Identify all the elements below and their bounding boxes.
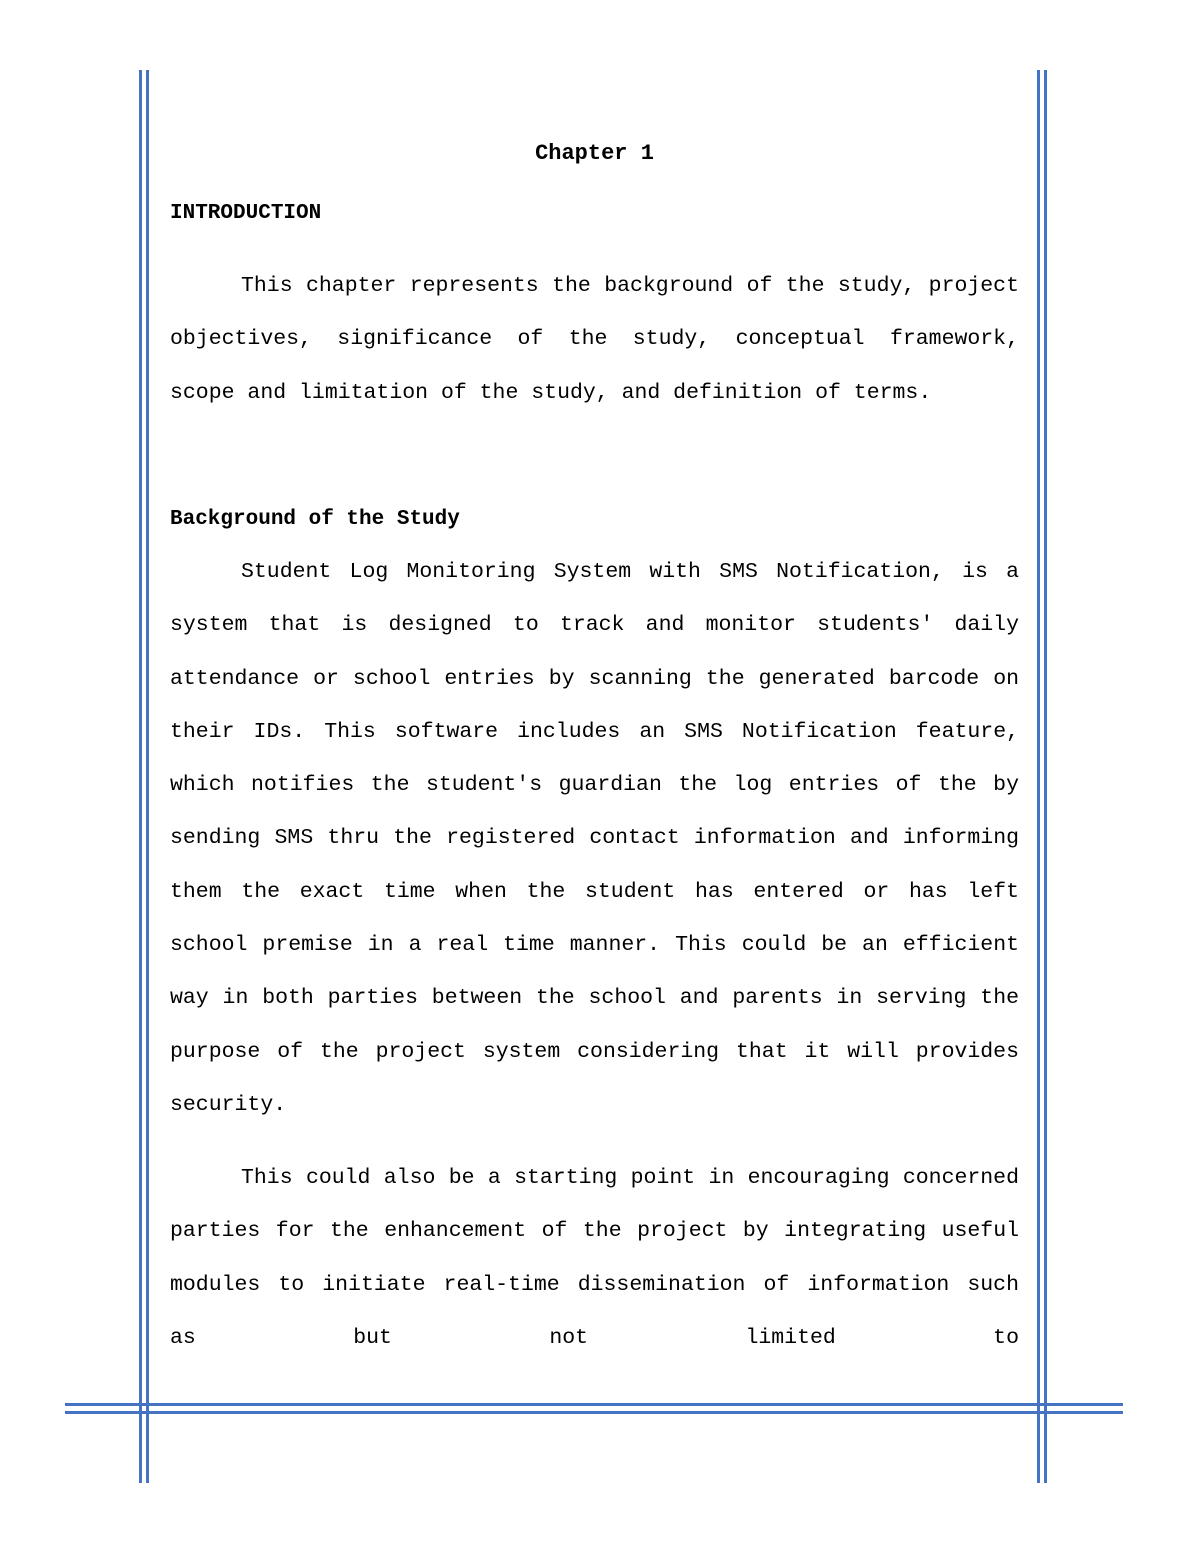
section-heading-background: Background of the Study	[170, 508, 460, 531]
intro-paragraph: This chapter represents the background of the study, project objectives, significance of the study, conceptual framework, scope and limitation of the study, and definition of terms.	[170, 274, 1019, 405]
page-border-left-inner	[146, 70, 149, 1483]
background-paragraph-1: Student Log Monitoring System with SMS Notification, is a system that is designed to track and monitor students' daily attendance or school entries by scanning the generated barcode on their IDs. This software includes an SMS Notification feature, which notifies the student's guardian the log entries of the by sending SMS thru the registered contact information and informing them the exact time when the student has entered or has left school premise in a real time manner. This could be an efficient way in both parties between the school and parents in serving the purpose of the project system considering that it will provides security.	[170, 560, 1019, 1117]
page-border-left-outer	[139, 70, 142, 1483]
page-border-bottom-upper	[65, 1403, 1123, 1406]
page-border-right-inner	[1037, 70, 1040, 1483]
background-paragraph-2: This could also be a starting point in encouraging concerned parties for the enhancement of the project by integrating useful modules to initiate real-time dissemination of information such as but not limited to	[170, 1166, 1019, 1350]
page-border-bottom-lower	[65, 1411, 1123, 1414]
page-border-right-outer	[1044, 70, 1047, 1483]
chapter-title: Chapter 1	[535, 141, 654, 166]
section-heading-introduction: INTRODUCTION	[170, 202, 322, 225]
